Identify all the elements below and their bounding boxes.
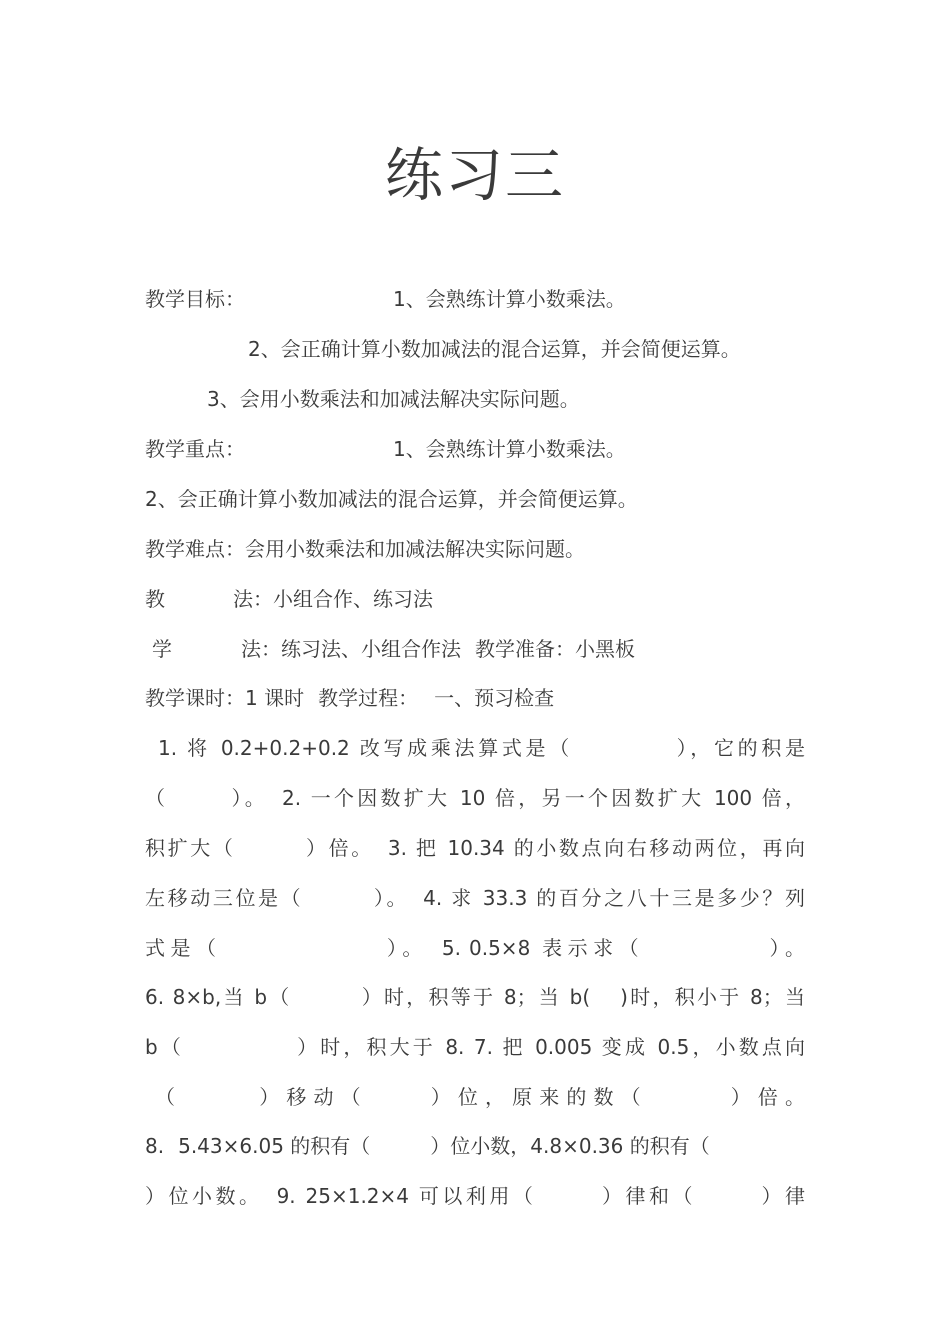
text-line-objective-1	[145, 286, 626, 312]
page-title: 练习三	[384, 141, 565, 209]
keypoint-label: 教学重点：	[145, 437, 245, 461]
text-line-teaching-method: 教 法：小组合作、练习法	[145, 587, 433, 611]
text-line-question-4: 左移动三位是（ ）。 4. 求 33.3 的百分之八十三是多少？列	[145, 886, 806, 910]
text-line-class-hours: 教学课时：1 课时 教学过程： 一、预习检查	[145, 686, 555, 710]
text-line-question-7: （ ）移动（ ）位，原来的数（ ）倍。	[155, 1085, 806, 1109]
text-line-objective-2: 2、会正确计算小数加减法的混合运算，并会简便运算。	[248, 337, 741, 361]
text-line-question-6b: b（ ）时，积大于 8. 7. 把 0.005 变成 0.5，小数点向	[145, 1035, 805, 1059]
text-line-question-6a: 6. 8×b,当 b（ ）时，积等于 8；当 b( )时，积小于 8；当	[145, 985, 806, 1009]
objective-label: 教学目标：	[145, 287, 245, 311]
text-line-keypoint-1: 教学重点： 1、会熟练计算小数乘法。	[145, 437, 626, 461]
text-line-keypoint-2: 2、会正确计算小数加减法的混合运算，并会简便运算。	[145, 487, 638, 511]
text-line-question-3: 积扩大（ ）倍。 3. 把 10.34 的小数点向右移动两位，再向	[145, 836, 806, 860]
text-line-question-9: ）位小数。 9. 25×1.2×4 可以利用（ ）律和（ ）律	[145, 1184, 806, 1208]
text-line-difficulty: 教学难点：会用小数乘法和加减法解决实际问题。	[145, 537, 585, 561]
text-line-question-2: （ ）。 2. 一个因数扩大 10 倍，另一个因数扩大 100 倍，	[145, 786, 805, 810]
text-line-question-5: 式是（ ）。 5. 0.5×8 表示求（ ）。	[145, 936, 806, 960]
text-line-question-8: 8. 5.43×6.05 的积有（ ）位小数，4.8×0.36 的积有（	[145, 1134, 710, 1158]
text-line-learning-method: 学 法：练习法、小组合作法 教学准备：小黑板	[152, 637, 635, 661]
objective-item-1: 1、会熟练计算小数乘法。	[393, 287, 626, 311]
text-line-question-1: 1. 将 0.2+0.2+0.2 改写成乘法算式是（ ），它的积是	[158, 736, 805, 760]
text-line-objective-3: 3、会用小数乘法和加减法解决实际问题。	[207, 387, 580, 411]
